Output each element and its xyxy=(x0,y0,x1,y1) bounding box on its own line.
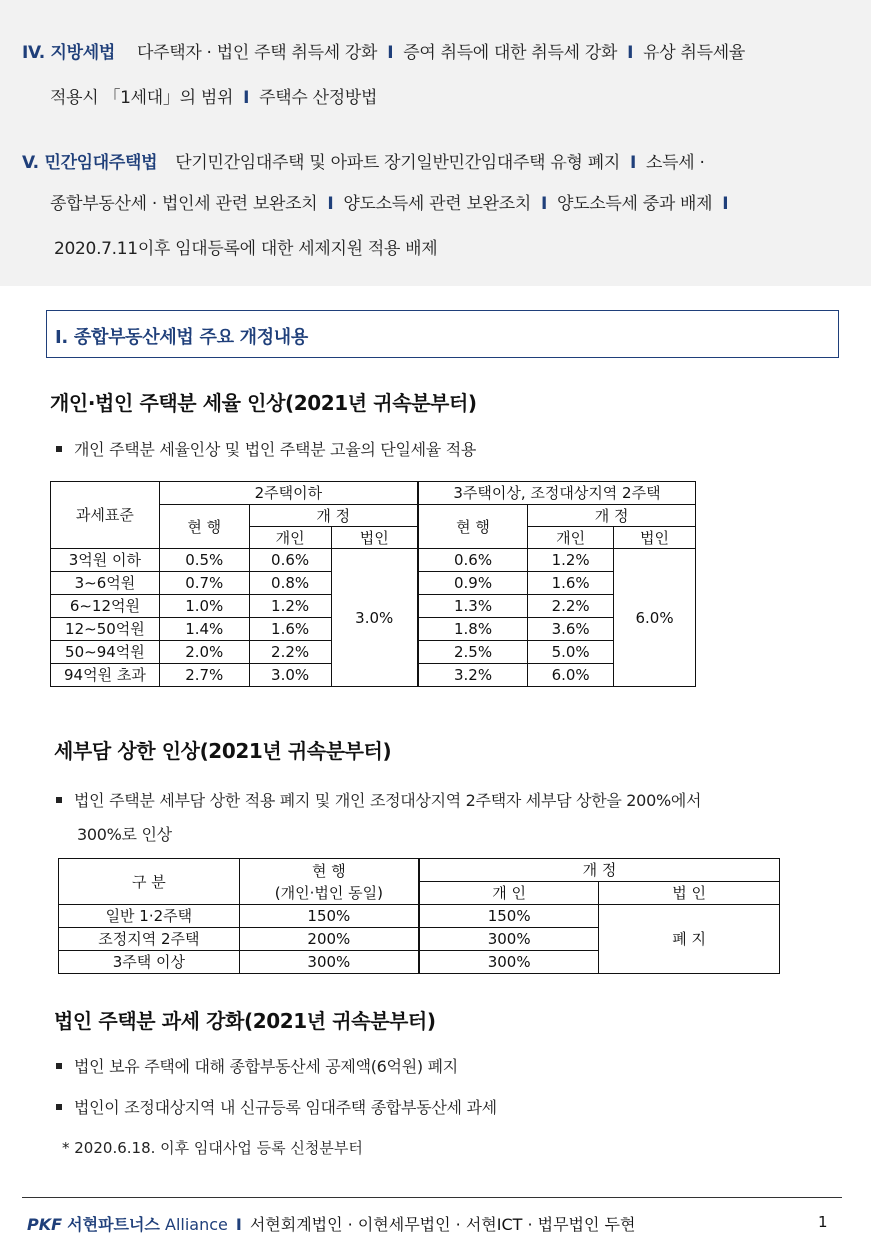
cell-g2-current: 3.2% xyxy=(418,664,528,687)
toc-iv-item: 유상 취득세율 xyxy=(643,43,745,63)
toc-iv-line2 xyxy=(50,83,377,108)
toc-v-line2 xyxy=(50,189,738,214)
toc-iv-item: 주택수 산정방법 xyxy=(259,88,378,108)
toc-separator: I xyxy=(327,194,334,214)
footer-divider xyxy=(22,1197,842,1198)
cell-tax-base: 3억원 이하 xyxy=(51,549,160,572)
cell-tax-base: 12∼50억원 xyxy=(51,618,160,641)
cell-class: 조정지역 2주택 xyxy=(59,928,240,951)
cell-g2-individual: 1.2% xyxy=(528,549,614,572)
cell-current: 150% xyxy=(239,905,419,928)
cell-g1-current: 1.4% xyxy=(159,618,249,641)
header-revised: 개 정 xyxy=(419,859,780,882)
toc-v-item: 단기민간임대주택 및 아파트 장기일반민간임대주택 유형 폐지 xyxy=(175,153,620,173)
cell-g2-individual: 3.6% xyxy=(528,618,614,641)
cell-corporate: 폐 지 xyxy=(599,905,780,974)
cell-g1-current: 2.7% xyxy=(159,664,249,687)
header-corporate: 법 인 xyxy=(599,882,780,905)
toc-iv-number: IV. 지방세법 xyxy=(22,43,115,63)
cell-g1-current: 2.0% xyxy=(159,641,249,664)
bullet-square-icon xyxy=(56,797,62,803)
toc-iv-item: 적용시 「1세대」의 범위 xyxy=(50,88,234,108)
subsection-heading-corporate-tax: 법인 주택분 과세 강화(2021년 귀속분부터) xyxy=(54,1009,436,1033)
cell-class: 일반 1·2주택 xyxy=(59,905,240,928)
header-individual: 개인 xyxy=(249,527,331,549)
section-title: I. 종합부동산세법 주요 개정내용 xyxy=(55,327,308,348)
cell-g1-individual: 3.0% xyxy=(249,664,331,687)
bullet-text: 법인 주택분 세부담 상한 적용 폐지 및 개인 조정대상지역 2주택자 세부담 상한을 200%에서 xyxy=(74,791,702,810)
toc-iv-line1 xyxy=(22,38,745,63)
subsection-heading-tax-rate: 개인·법인 주택분 세율 인상(2021년 귀속분부터) xyxy=(50,391,477,415)
cell-g2-current: 0.6% xyxy=(418,549,528,572)
cell-current: 200% xyxy=(239,928,419,951)
header-current-line1: 현 행 xyxy=(311,861,346,880)
cell-g2-corporate: 6.0% xyxy=(614,549,696,687)
toc-separator: I xyxy=(387,43,394,63)
header-current xyxy=(239,859,419,905)
header-current: 현 행 xyxy=(159,505,249,549)
bullet-square-icon xyxy=(56,1063,62,1069)
member-firms: 서현회계법인 · 이현세무법인 · 서현ICT · 법무법인 두현 xyxy=(249,1215,636,1234)
cell-individual: 150% xyxy=(419,905,599,928)
cell-g1-corporate: 3.0% xyxy=(331,549,418,687)
bullet-item xyxy=(56,437,476,460)
footnote: * 2020.6.18. 이후 임대사업 등록 신청분부터 xyxy=(62,1139,363,1157)
toc-separator: I xyxy=(630,153,637,173)
toc-separator: I xyxy=(540,194,547,214)
tax-rate-table xyxy=(50,481,696,687)
burden-cap-table xyxy=(58,858,780,974)
toc-separator: I xyxy=(627,43,634,63)
cell-g2-individual: 5.0% xyxy=(528,641,614,664)
firm-name: 서현파트너스 xyxy=(67,1215,160,1234)
header-group-three-or-more: 3주택이상, 조정대상지역 2주택 xyxy=(418,482,696,505)
cell-individual: 300% xyxy=(419,951,599,974)
cell-tax-base: 3∼6억원 xyxy=(51,572,160,595)
cell-g2-current: 1.3% xyxy=(418,595,528,618)
cell-g2-individual: 6.0% xyxy=(528,664,614,687)
bullet-text-continued: 300%로 인상 xyxy=(77,825,172,844)
toc-band xyxy=(0,0,871,286)
toc-v-number: V. 민간임대주택법 xyxy=(22,153,158,173)
cell-g2-current: 1.8% xyxy=(418,618,528,641)
cell-g1-individual: 2.2% xyxy=(249,641,331,664)
subsection-heading-burden-cap: 세부담 상한 인상(2021년 귀속분부터) xyxy=(54,739,392,763)
table-row xyxy=(59,905,780,928)
page-number: 1 xyxy=(818,1213,828,1231)
cell-tax-base: 6∼12억원 xyxy=(51,595,160,618)
header-individual: 개인 xyxy=(528,527,614,549)
header-current: 현 행 xyxy=(418,505,528,549)
footer-separator: I xyxy=(235,1215,242,1234)
footer xyxy=(27,1212,635,1235)
cell-individual: 300% xyxy=(419,928,599,951)
cell-g1-current: 0.5% xyxy=(159,549,249,572)
header-revised: 개 정 xyxy=(249,505,418,527)
cell-current: 300% xyxy=(239,951,419,974)
bullet-item xyxy=(56,788,701,811)
pkf-logo: PKF xyxy=(27,1215,63,1234)
bullet-text: 개인 주택분 세율인상 및 법인 주택분 고율의 단일세율 적용 xyxy=(74,440,477,459)
bullet-square-icon xyxy=(56,446,62,452)
header-corporate: 법인 xyxy=(331,527,418,549)
header-revised: 개 정 xyxy=(528,505,696,527)
toc-separator: I xyxy=(722,194,729,214)
cell-g1-current: 0.7% xyxy=(159,572,249,595)
toc-v-item: 소득세 · xyxy=(646,153,705,173)
section-title-box xyxy=(46,310,839,358)
toc-v-line1 xyxy=(22,148,705,173)
cell-tax-base: 50∼94억원 xyxy=(51,641,160,664)
toc-v-item: 양도소득세 관련 보완조치 xyxy=(343,194,531,214)
bullet-text: 법인이 조정대상지역 내 신규등록 임대주택 종합부동산세 과세 xyxy=(74,1098,497,1117)
toc-v-line3: 2020.7.11이후 임대등록에 대한 세제지원 적용 배제 xyxy=(54,239,438,259)
header-current-line2: (개인·법인 동일) xyxy=(274,883,383,902)
header-group-two-or-fewer: 2주택이하 xyxy=(159,482,418,505)
cell-g1-individual: 0.6% xyxy=(249,549,331,572)
alliance-label: Alliance xyxy=(165,1215,228,1234)
toc-separator: I xyxy=(243,88,250,108)
table-row xyxy=(51,549,696,572)
toc-v-item: 양도소득세 중과 배제 xyxy=(556,194,713,214)
cell-g1-individual: 0.8% xyxy=(249,572,331,595)
cell-g2-individual: 1.6% xyxy=(528,572,614,595)
bullet-item xyxy=(56,1095,497,1118)
cell-g1-individual: 1.2% xyxy=(249,595,331,618)
header-tax-base: 과세표준 xyxy=(51,482,160,549)
bullet-item xyxy=(56,1054,458,1077)
header-class: 구 분 xyxy=(59,859,240,905)
header-individual: 개 인 xyxy=(419,882,599,905)
toc-v-item: 종합부동산세 · 법인세 관련 보완조치 xyxy=(50,194,318,214)
cell-class: 3주택 이상 xyxy=(59,951,240,974)
bullet-text: 법인 보유 주택에 대해 종합부동산세 공제액(6억원) 폐지 xyxy=(74,1057,458,1076)
cell-g2-individual: 2.2% xyxy=(528,595,614,618)
toc-iv-item: 다주택자 · 법인 주택 취득세 강화 xyxy=(136,43,378,63)
header-corporate: 법인 xyxy=(614,527,696,549)
cell-g1-current: 1.0% xyxy=(159,595,249,618)
bullet-square-icon xyxy=(56,1104,62,1110)
cell-g2-current: 0.9% xyxy=(418,572,528,595)
cell-g1-individual: 1.6% xyxy=(249,618,331,641)
toc-iv-item: 증여 취득에 대한 취득세 강화 xyxy=(403,43,618,63)
cell-g2-current: 2.5% xyxy=(418,641,528,664)
cell-tax-base: 94억원 초과 xyxy=(51,664,160,687)
